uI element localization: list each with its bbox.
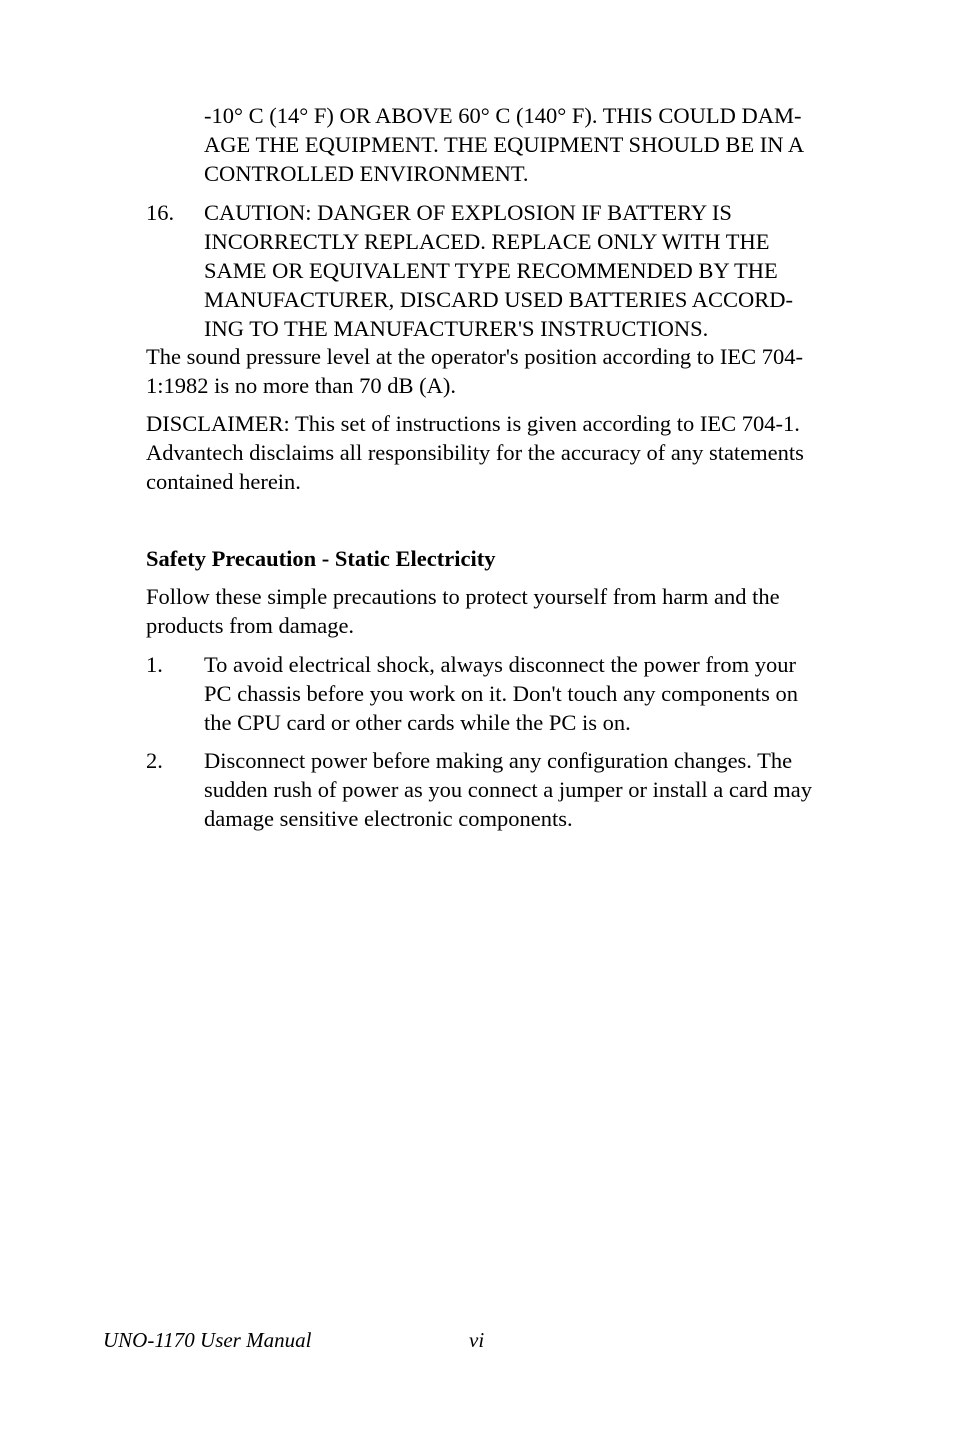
sound-pressure-paragraph [146,342,856,400]
list-number: 2. [146,748,163,773]
list-number: 1. [146,652,163,677]
warning-continuation [204,101,864,188]
text-line: AGE THE EQUIPMENT. THE EQUIPMENT SHOULD BE IN A [204,132,805,157]
text-line: 1:1982 is no more than 70 dB (A). [146,373,456,398]
list-item-body [204,746,856,833]
caution-item-16 [146,198,856,343]
text-line: SAME OR EQUIVALENT TYPE RECOMMENDED BY THE [204,258,778,283]
text-line: PC chassis before you work on it. Don't touch any components on [204,681,798,706]
list-number: 16. [146,200,175,225]
section-heading: Safety Precaution - Static Electricity [146,546,496,571]
footer-page-number: vi [469,1328,485,1352]
text-line: damage sensitive electronic components. [204,806,573,831]
list-item-body [204,650,856,737]
text-line: To avoid electrical shock, always disconnect the power from your [204,652,796,677]
text-line: MANUFACTURER, DISCARD USED BATTERIES ACCORD- [204,287,794,312]
text-line: CONTROLLED ENVIRONMENT. [204,161,529,186]
precaution-item-1 [146,650,856,737]
text-line: products from damage. [146,613,355,638]
text-line: contained herein. [146,469,301,494]
text-line: Advantech disclaims all responsibility for the accuracy of any statements [146,440,804,465]
static-intro-paragraph [146,582,856,640]
text-line: The sound pressure level at the operator's position according to IEC 704- [146,344,804,369]
list-item-body [204,198,856,343]
text-line: Follow these simple precautions to protect yourself from harm and the [146,584,780,609]
text-line: DISCLAIMER: This set of instructions is given according to IEC 704-1. [146,411,800,436]
precaution-item-2 [146,746,856,833]
footer-manual-title: UNO-1170 User Manual [103,1328,312,1352]
text-line: INCORRECTLY REPLACED. REPLACE ONLY WITH THE [204,229,770,254]
text-line: CAUTION: DANGER OF EXPLOSION IF BATTERY IS [204,200,732,225]
text-line: -10° C (14° F) OR ABOVE 60° C (140° F). THIS COULD DAM- [204,103,802,128]
text-line: ING TO THE MANUFACTURER'S INSTRUCTIONS. [204,316,709,341]
text-line: the CPU card or other cards while the PC is on. [204,710,631,735]
text-line: sudden rush of power as you connect a jumper or install a card may [204,777,812,802]
disclaimer-paragraph [146,409,856,496]
text-line: Disconnect power before making any configuration changes. The [204,748,793,773]
